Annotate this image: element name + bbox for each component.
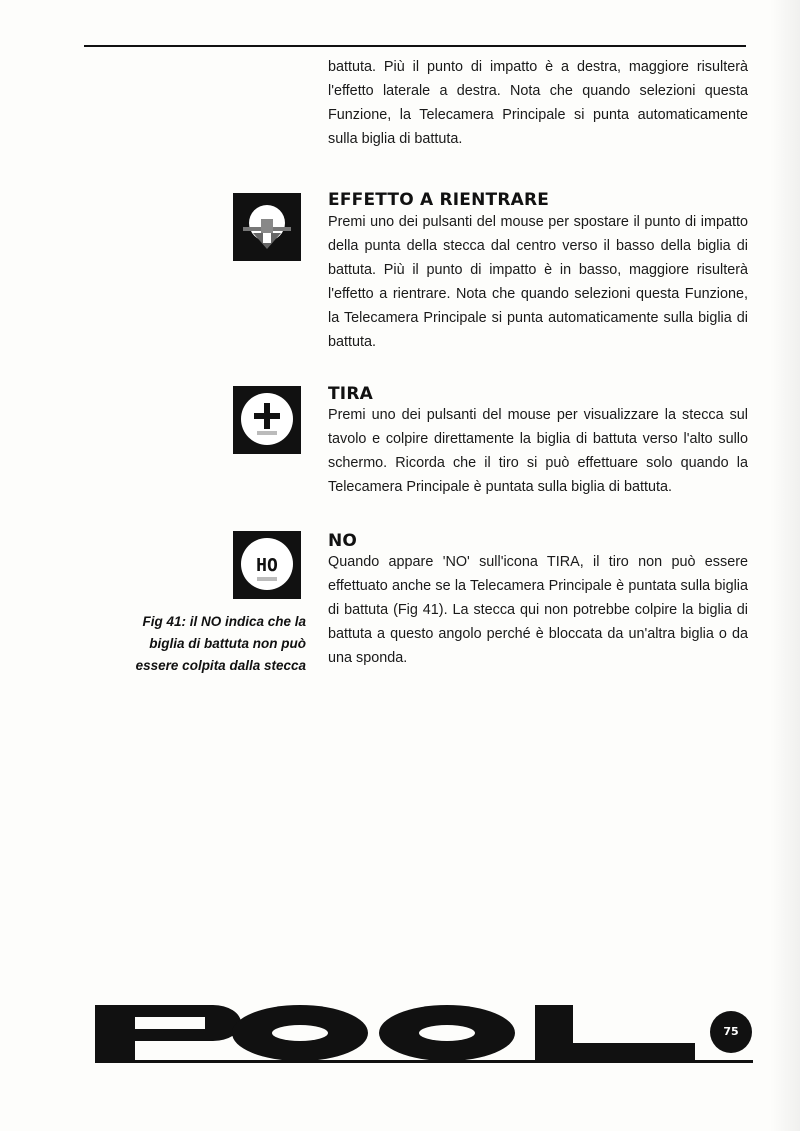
caption-line-2: biglia di battuta non può [149,636,306,651]
page-edge-shadow [770,0,800,1131]
footer-rule [95,1060,753,1063]
section-body-effetto-a-rientrare: Premi uno dei pulsanti del mouse per spostare il punto di impatto della punta della stecca dal centro verso il basso della biglia di battuta. Più il punto di impatto è in basso, maggiore risulterà l'effetto a rientrare. Nota che quando selezioni questa Funzione, la Telecamera Principale si punta automaticamente sulla biglia di battuta. [328,214,748,350]
section-title-tira: TIRA [328,384,373,404]
intro-paragraph: battuta. Più il punto di impatto è a destra, maggiore risulterà l'effetto laterale a destra. Nota che quando selezioni questa Funzione, la Telecamera Principale si punta automaticamente sulla biglia di battuta. [328,59,748,147]
section-body-no: Quando appare 'NO' sull'icona TIRA, il tiro non può essere effettuato anche se la Telecamera Principale è puntata sulla biglia di battuta (Fig 41). La stecca qui non potrebbe colpire la biglia di battuta a questo angolo perché è bloccata da un'altra biglia o da una sponda. [328,554,748,666]
page-number: 75 [710,1011,752,1053]
figure-caption [110,611,306,677]
caption-line-3: essere colpita dalla stecca [135,658,306,673]
no-shot-icon [233,531,301,599]
section-title-no: NO [328,531,358,551]
header-rule [84,45,746,47]
section-title-effetto-a-rientrare: EFFETTO A RIENTRARE [328,190,550,210]
caption-line-1: Fig 41: il NO indica che la [142,614,306,629]
pool-logo [95,1005,705,1066]
section-body-tira: Premi uno dei pulsanti del mouse per visualizzare la stecca sul tavolo e colpire direttamente la biglia di battuta verso l'alto sullo schermo. Ricorda che il tiro si può effettuare solo quando la Telecamera Principale è puntata sulla biglia di battuta. [328,407,748,495]
no-shot-icon-label: HO [256,555,278,576]
shoot-crosshair-icon [233,386,301,454]
draw-spin-icon [233,193,301,261]
